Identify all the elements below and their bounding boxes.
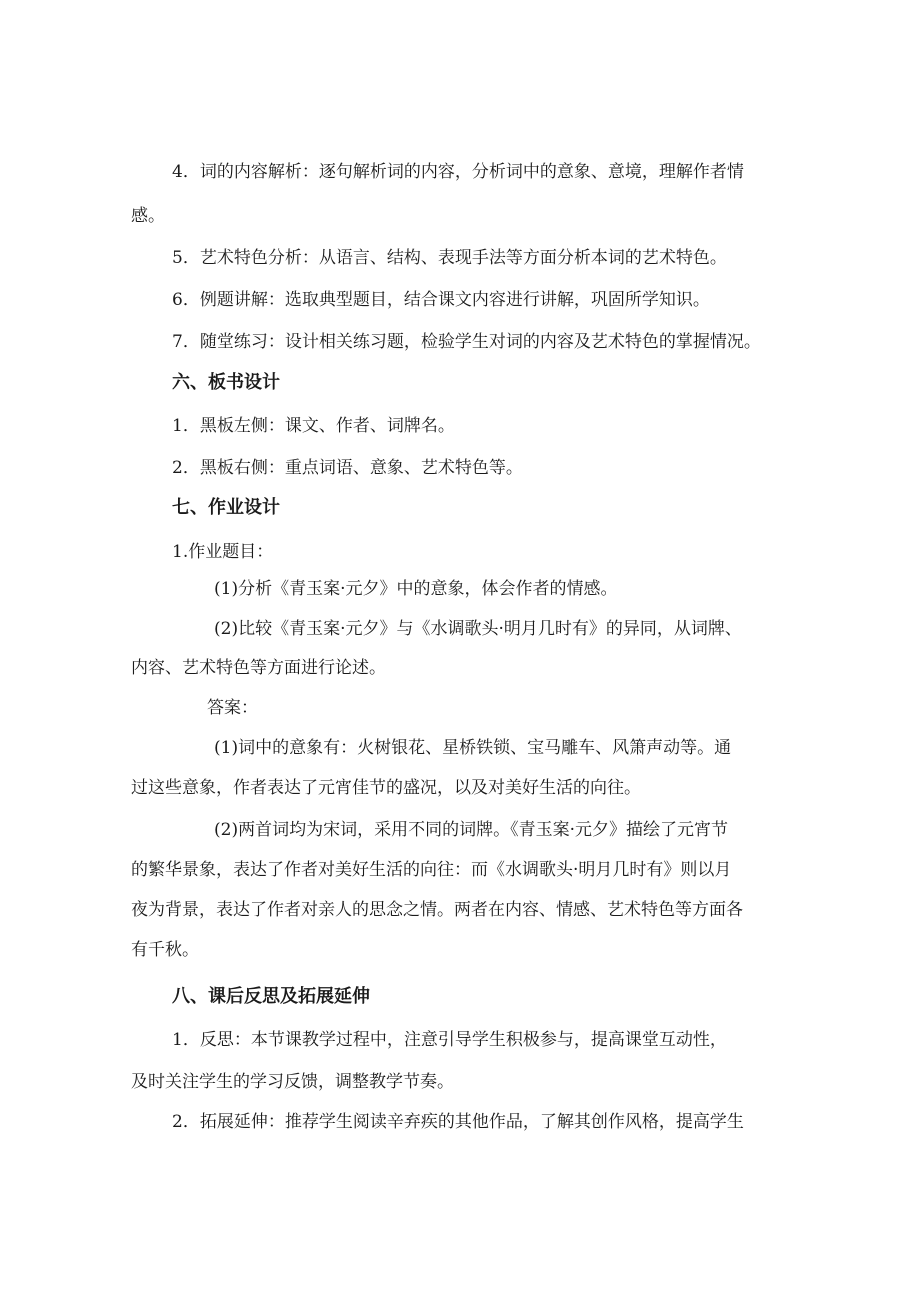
answer-label: 答案：: [207, 698, 258, 718]
item-4-line-2: 感。: [131, 206, 165, 226]
section-6-heading: 六、板书设计: [172, 372, 280, 393]
answer-2-line-2: 的繁华景象，表达了作者对美好生活的向往：而《水调歌头·明月几时有》则以月: [131, 860, 732, 880]
answer-2-line-1: (2)两首词均为宋词，采用不同的词牌。《青玉案·元夕》描绘了元宵节: [214, 820, 728, 840]
answer-2-line-4: 有千秋。: [131, 940, 199, 960]
answer-2-line-3: 夜为背景，表达了作者对亲人的思念之情。两者在内容、情感、艺术特色等方面各: [131, 900, 743, 920]
homework-question-2-line-2: 内容、艺术特色等方面进行论述。: [131, 658, 386, 678]
item-4-line-1: 4．词的内容解析：逐句解析词的内容，分析词中的意象、意境，理解作者情: [172, 162, 744, 182]
reflection-line-2: 及时关注学生的学习反馈，调整教学节奏。: [131, 1072, 454, 1092]
homework-question-2-line-1: (2)比较《青玉案·元夕》与《水调歌头·明月几时有》的异同，从词牌、: [214, 619, 742, 639]
item-6: 6．例题讲解：选取典型题目，结合课文内容进行讲解，巩固所学知识。: [172, 290, 710, 310]
answer-1-line-2: 过这些意象，作者表达了元宵佳节的盛况，以及对美好生活的向往。: [131, 778, 641, 798]
section-8-heading: 八、课后反思及拓展延伸: [172, 986, 370, 1007]
section-7-heading: 七、作业设计: [172, 497, 280, 518]
board-item-2: 2．黑板右侧：重点词语、意象、艺术特色等。: [172, 458, 523, 478]
homework-question-1: (1)分析《青玉案·元夕》中的意象，体会作者的情感。: [214, 579, 618, 599]
item-5: 5．艺术特色分析：从语言、结构、表现手法等方面分析本词的艺术特色。: [172, 248, 727, 268]
item-7: 7．随堂练习：设计相关练习题，检验学生对词的内容及艺术特色的掌握情况。: [172, 332, 761, 352]
reflection-line-1: 1．反思：本节课教学过程中，注意引导学生积极参与，提高课堂互动性，: [172, 1030, 727, 1050]
homework-title: 1.作业题目：: [172, 542, 274, 562]
answer-1-line-1: (1)词中的意象有：火树银花、星桥铁锁、宝马雕车、风箫声动等。通: [214, 738, 732, 758]
extension-line-1: 2．拓展延伸：推荐学生阅读辛弃疾的其他作品，了解其创作风格，提高学生: [172, 1112, 744, 1132]
board-item-1: 1．黑板左侧：课文、作者、词牌名。: [172, 416, 455, 436]
